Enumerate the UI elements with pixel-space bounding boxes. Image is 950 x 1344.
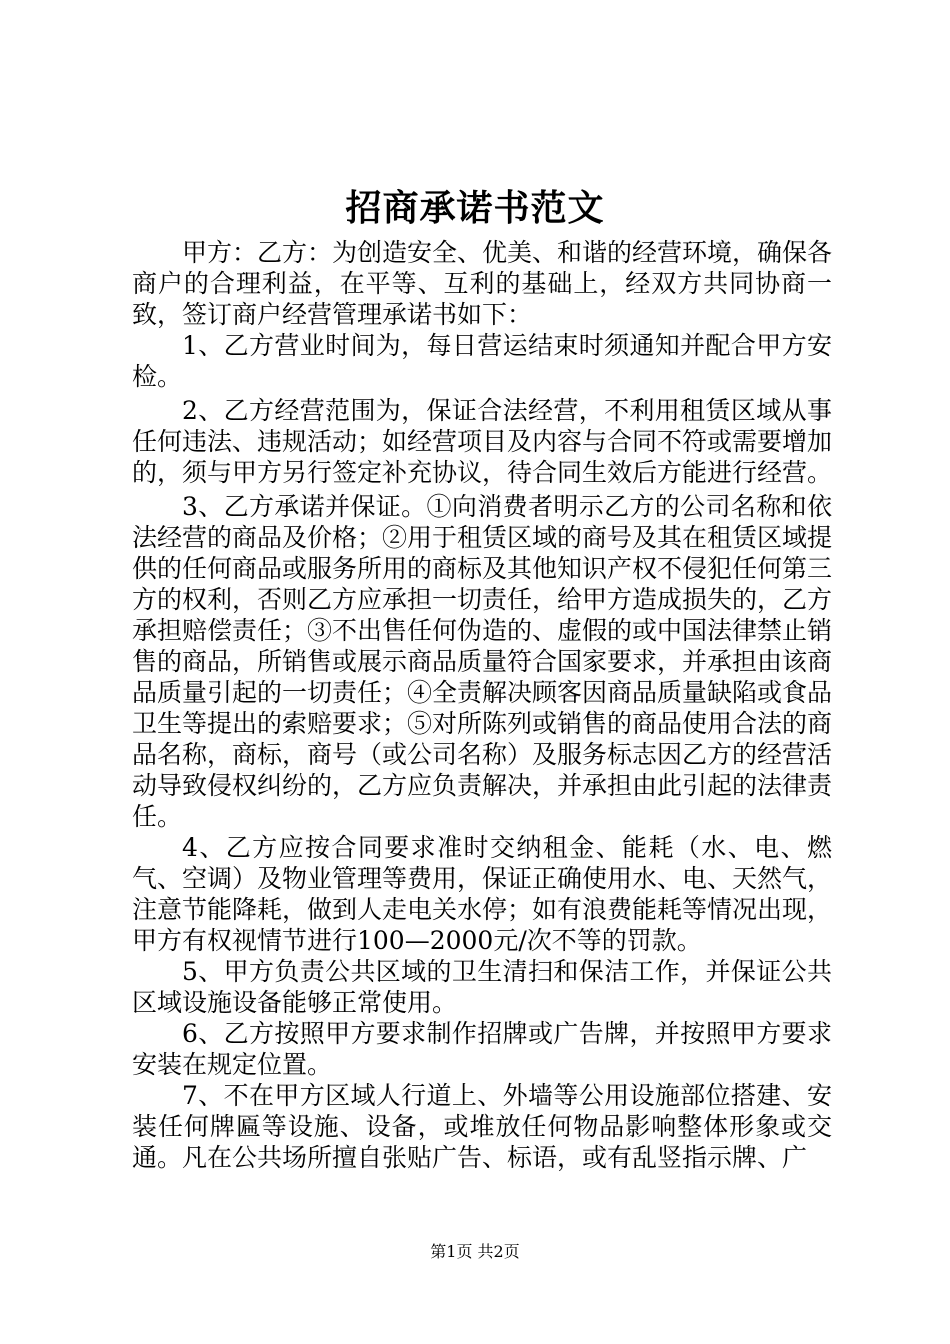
paragraph-clause-3: 3、乙方承诺并保证。①向消费者明示乙方的公司名称和依法经营的商品及价格；②用于租赁区域的商号及其在租赁区域提供的任何商品或服务所用的商标及其他知识产权不侵犯任何第三方的权利，否则乙方应承担一切责任，给甲方造成损失的，乙方承担赔偿责任；③不出售任何伪造的、虚假的或中国法律禁止销售的商品，所销售或展示商品质量符合国家要求，并承担由该商品质量引起的一切责任；④全责解决顾客因商品质量缺陷或食品卫生等提出的索赔要求；⑤对所陈列或销售的商品使用合法的商品名称，商标，商号（或公司名称）及服务标志因乙方的经营活动导致侵权纠纷的，乙方应负责解决，并承担由此引起的法律责任。 xyxy=(132,492,833,831)
paragraph-clause-4: 4、乙方应按合同要求准时交纳租金、能耗（水、电、燃气、空调）及物业管理等费用，保证正确使用水、电、天然气，注意节能降耗，做到人走电关水停；如有浪费能耗等情况出现，甲方有权视情节进行100—2000元/次不等的罚款。 xyxy=(132,833,833,955)
paragraph-clause-1: 1、乙方营业时间为，每日营运结束时须通知并配合甲方安检。 xyxy=(132,331,832,391)
paragraph-clause-6: 6、乙方按照甲方要求制作招牌或广告牌，并按照甲方要求安装在规定位置。 xyxy=(132,1019,832,1079)
paragraph-clause-7: 7、不在甲方区域人行道上、外墙等公用设施部位搭建、安装任何牌匾等设施、设备，或堆放任何物品影响整体形象或交通。凡在公共场所擅自张贴广告、标语，或有乱竖指示牌、广 xyxy=(132,1081,832,1172)
paragraph-intro: 甲方：乙方：为创造安全、优美、和谐的经营环境，确保各商户的合理利益，在平等、互利的基础上，经双方共同协商一致，签订商户经营管理承诺书如下： xyxy=(132,238,833,329)
paragraph-clause-2: 2、乙方经营范围为，保证合法经营，不利用租赁区域从事任何违法、违规活动；如经营项目及内容与合同不符或需要增加的，须与甲方另行签定补充协议，待合同生效后方能进行经营。 xyxy=(132,396,833,487)
document-title: 招商承诺书范文 xyxy=(345,187,605,229)
paragraph-clause-5: 5、甲方负责公共区域的卫生清扫和保洁工作，并保证公共区域设施设备能够正常使用。 xyxy=(132,957,832,1017)
document-body xyxy=(132,237,832,1173)
page-footer: 第1页 共2页 xyxy=(430,1242,520,1261)
